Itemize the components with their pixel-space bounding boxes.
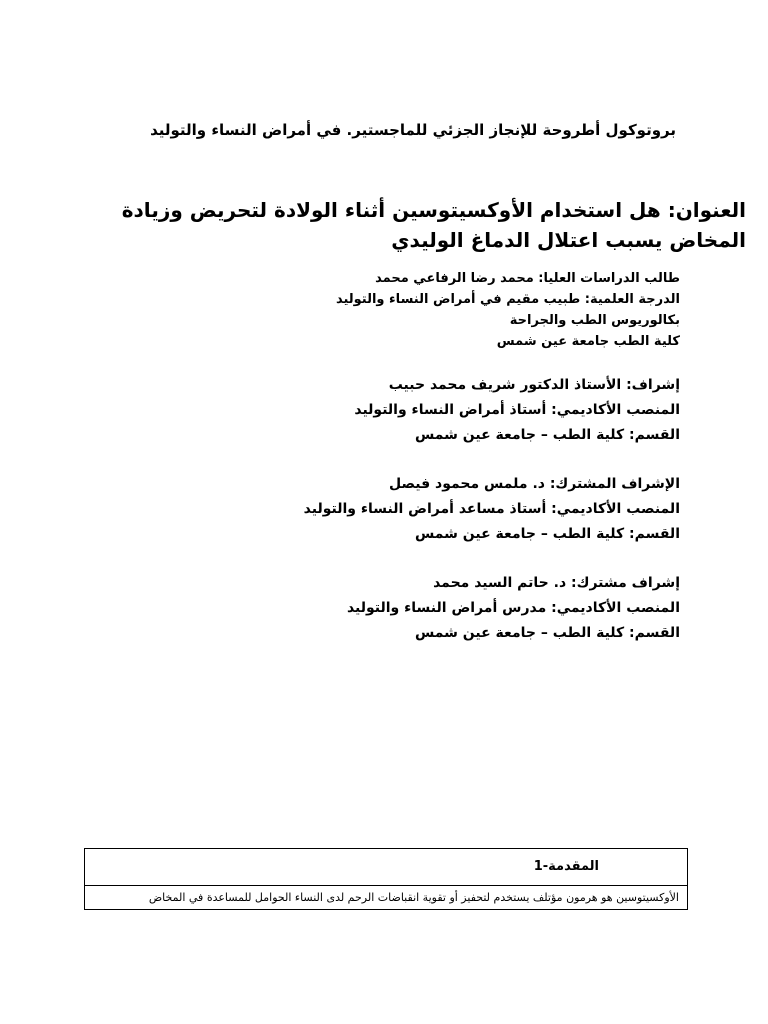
co-supervisor-1-position: المنصب الأكاديمي: أستاذ مساعد أمراض النساء والتوليد	[303, 501, 680, 517]
co-supervisor-1-name: الإشراف المشترك: د. ملمس محمود فيصل	[388, 476, 680, 492]
student-name: طالب الدراسات العليا: محمد رضا الرفاعي محمد	[375, 271, 680, 286]
student-faculty: كلية الطب جامعة عين شمس	[496, 334, 680, 349]
introduction-heading: المقدمة-1	[85, 849, 687, 886]
thesis-title: العنوان: هل استخدام الأوكسيتوسين أثناء الولادة لتحريض وزيادة المخاض يسبب اعتلال الدماغ الوليدي	[121, 198, 746, 252]
supervisor-info	[120, 373, 680, 448]
introduction-box	[84, 848, 688, 910]
co-supervisor-1-department: القسم: كلية الطب – جامعة عين شمس	[414, 526, 680, 542]
co-supervisor-1-info	[120, 472, 680, 547]
co-supervisor-2-position: المنصب الأكاديمي: مدرس أمراض النساء والتوليد	[346, 600, 680, 616]
co-supervisor-2-department: القسم: كلية الطب – جامعة عين شمس	[414, 625, 680, 641]
supervisor-department: القسم: كلية الطب – جامعة عين شمس	[414, 427, 680, 443]
student-bachelor: بكالوريوس الطب والجراحة	[509, 313, 680, 328]
co-supervisor-2-name: إشراف مشترك: د. حاتم السيد محمد	[433, 575, 680, 591]
supervisor-name: إشراف: الأستاذ الدكتور شريف محمد حبيب	[388, 377, 680, 393]
student-degree: الدرجة العلمية: طبيب مقيم في أمراض النساء والتوليد	[335, 292, 680, 307]
supervisor-position: المنصب الأكاديمي: أستاذ أمراض النساء والتوليد	[354, 402, 680, 418]
protocol-header: بروتوكول أطروحة للإنجاز الجزئي للماجستير. في أمراض النساء والتوليد	[150, 121, 676, 139]
co-supervisor-2-info	[120, 571, 680, 646]
introduction-text: الأوكسيتوسين هو هرمون مؤتلف يستخدم لتحفيز أو تقوية انقباضات الرحم لدى النساء الحوامل للمساعدة في المخاض	[148, 891, 679, 904]
student-info	[120, 268, 680, 352]
